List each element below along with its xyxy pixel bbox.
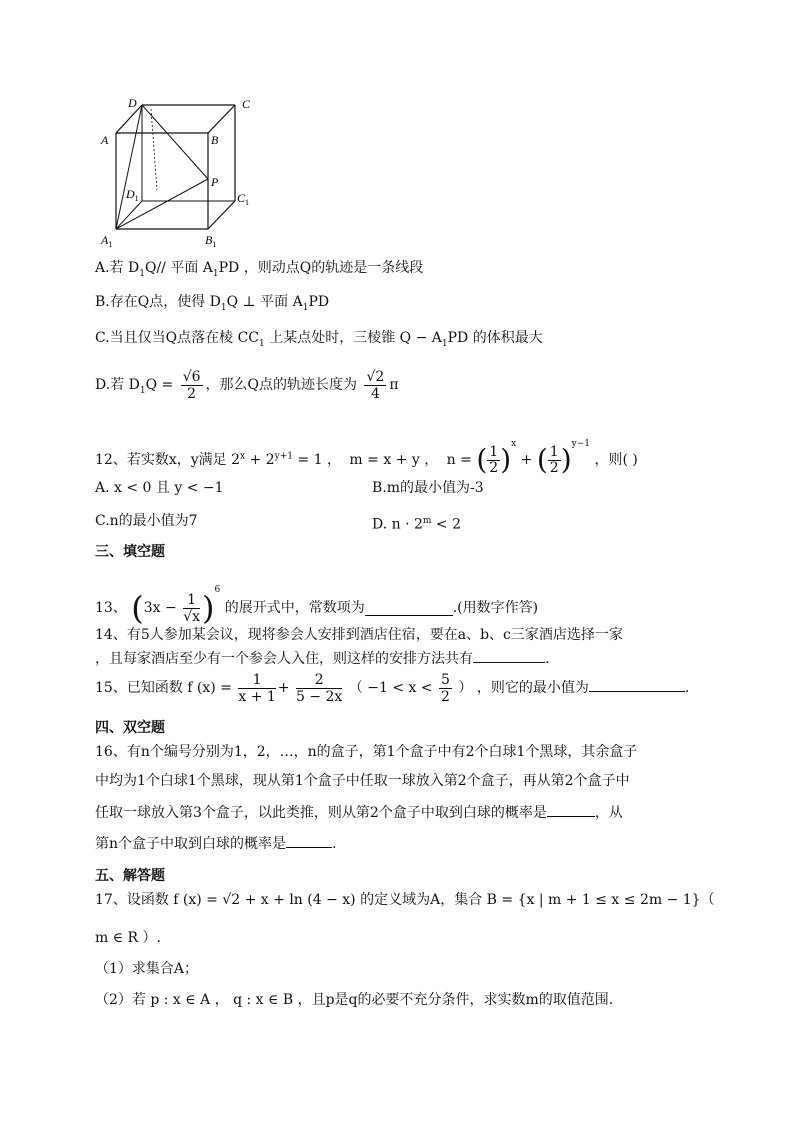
- fraction-1-over-x-plus-1: $\frac{1}{x + 1}$: [238, 671, 276, 705]
- fraction-1-over-sqrtx: $\frac{1}{√x}$: [183, 591, 201, 625]
- q16-line-2: 中均为1个白球1个黑球，现从第1个盒子中任取一球放入第2个盒子，再从第2个盒子中: [95, 773, 630, 789]
- q12-option-b: B.m的最小值为-3: [372, 480, 484, 496]
- label-A1: $A_1$: [101, 233, 113, 249]
- q14-answer-blank[interactable]: [473, 648, 545, 663]
- q13: 13、 (3x − $\frac{1}{√x}$ )$^6$ 的展开式中，常数项为 .(用数字作答): [95, 585, 539, 627]
- q16-line-3: 任取一球放入第3个盒子，以此类推，则从第2个盒子中取到白球的概率是 ，从: [95, 802, 623, 823]
- q16-line-4: 第n个盒子中取到白球的概率是 .: [95, 833, 336, 854]
- paren-half-2-close: ): [560, 443, 572, 476]
- label-B: B: [211, 133, 219, 147]
- label-D: D: [128, 96, 137, 110]
- label-D1: $D_1$: [126, 187, 139, 203]
- cube-figure: [95, 95, 265, 250]
- q14-line-1: 14、有5人参加某会议，现将参会人安排到酒店住宿，要在a、b、c三家酒店选择一家: [95, 627, 623, 643]
- q16-line-1: 16、有n个编号分别为1，2，…，n的盒子，第1个盒子中有2个白球1个黑球，其余盒子: [95, 744, 638, 760]
- fraction-2-over-5-minus-2x: $\frac{2}{5 - 2x}$: [295, 671, 343, 705]
- paren-half-2: (: [536, 443, 548, 476]
- paren-half-1: (: [476, 443, 488, 476]
- label-C: C: [242, 97, 251, 111]
- label-C1: $C_1$: [237, 191, 250, 207]
- fraction-5-over-2: $\frac{5}{2}$: [441, 671, 450, 705]
- fraction-half-2: $\frac{1}{2}$: [549, 443, 559, 476]
- q12-option-c: C.n的最小值为7: [95, 513, 198, 529]
- q11-option-a: A.若 $D_1Q//$ 平面 $A_1PD$ ，则动点Q的轨迹是一条线段: [95, 260, 424, 279]
- q11-option-d: D.若 $D_1Q$ = $\frac{√6}{2}$ ，那么Q点的轨迹长度为 $\frac{√2}{4}$ π: [95, 368, 399, 402]
- q15-answer-blank[interactable]: [589, 677, 685, 692]
- q15: 15、已知函数 f (x) = $\frac{1}{x + 1}$ + $\frac{2}{5 - 2x}$ （ −1 < x < $\frac{5}{2}$ ） ，则它的最小值为 .: [95, 671, 690, 705]
- label-B1: $B_1$: [205, 233, 217, 249]
- q12-stem: 12、若实数x，y满足 $2^x + 2^{y+1} = 1$ ， m = x + y ， n = ( $\frac{1}{2}$ )$^x$ + ( $\frac{1}{2}$ )$^{y-1}$ ，则( ): [95, 439, 638, 476]
- fraction-sqrt6-over-2: $\frac{√6}{2}$: [182, 368, 201, 402]
- q17-stem: 17、设函数 f (x) = √2 + x + ln (4 − x) 的定义域为A，集合 B = {x | m + 1 ≤ x ≤ 2m − 1}（: [95, 892, 715, 908]
- q11-option-c: C.当且仅当Q点落在棱 $CC_1$ 上某点处时，三棱锥 $Q - A_1PD$ 的体积最大: [95, 330, 543, 349]
- q17-line-2: m ∈ R ）.: [95, 930, 161, 946]
- q17-subquestion-1: （1）求集合A；: [95, 961, 199, 977]
- q16-answer-blank-1[interactable]: [547, 802, 595, 817]
- q13-answer-blank[interactable]: [365, 601, 453, 616]
- q12-option-a: A. x < 0 且 y < −1: [95, 480, 224, 496]
- paren-close: ): [202, 589, 215, 627]
- section-3-title: 三、填空题: [95, 544, 165, 560]
- q12-option-d: D. $n \cdot 2^m < 2$: [372, 516, 461, 533]
- label-P: P: [211, 175, 219, 189]
- fraction-sqrt2-over-4: $\frac{√2}{4}$: [366, 368, 385, 402]
- q16-answer-blank-2[interactable]: [286, 833, 332, 848]
- label-A: A: [101, 133, 109, 147]
- paren-open: (: [131, 589, 144, 627]
- section-4-title: 四、双空题: [95, 720, 165, 736]
- paren-half-1-close: ): [500, 443, 512, 476]
- fraction-half-1: $\frac{1}{2}$: [489, 443, 499, 476]
- q17-subquestion-2: （2）若 p : x ∈ A ， q : x ∈ B ，且p是q的必要不充分条件，求实数m的取值范围.: [95, 992, 614, 1008]
- q14-line-2: ，且每家酒店至少有一个参会人入住，则这样的安排方法共有 .: [95, 648, 549, 669]
- section-5-title: 五、解答题: [95, 868, 165, 884]
- q11-option-b: B.存在Q点，使得 $D_1Q$ ⊥ 平面 $A_1PD$: [95, 294, 330, 313]
